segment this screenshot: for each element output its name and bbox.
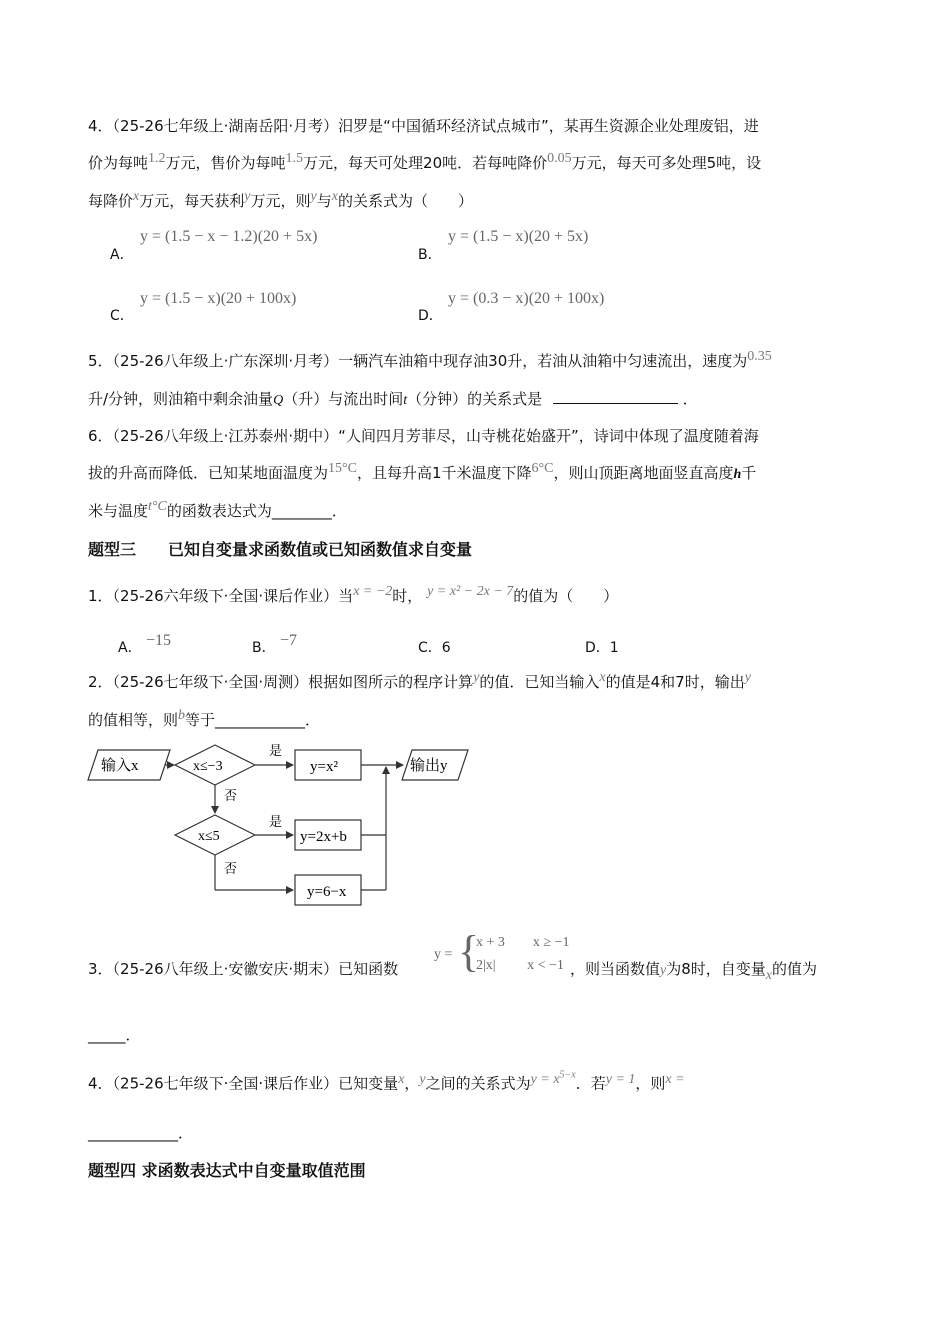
flow-output-label: 输出y: [410, 758, 448, 774]
s3-question-1: 1．（25-26六年级下·全国·课后作业）当x = −2时， y = x² − 2x − 7的值为（ ）: [88, 584, 619, 605]
q5-line1: 5．（25-26八年级上·广东深圳·月考）一辆汽车油箱中现存油30升，若油从油箱中匀速流出，速度为0.35: [88, 349, 772, 370]
s3q1-option-b-label: B．: [252, 640, 276, 656]
program-flowchart: [0, 740, 950, 915]
section-3-heading: 题型三 已知自变量求函数值或已知函数值求自变量: [88, 540, 473, 559]
s3-question-3: 3．（25-26八年级上·安徽安庆·期末）已知函数: [88, 960, 399, 978]
s3q1-option-a-label: A．: [118, 640, 142, 656]
flow-box-3-label: y=6−x: [307, 884, 347, 900]
s3q4-answer-line: ____________．: [88, 1124, 194, 1142]
q4-option-b-label: B．: [418, 247, 442, 263]
s3q3-tail: ，则当函数值y为8时，自变量x的值为: [570, 960, 818, 983]
q6-line3: 米与温度t°C的函数表达式为________．: [88, 499, 347, 520]
flow-box-2-label: y=2x+b: [300, 829, 347, 845]
question-4: [88, 108, 863, 221]
flow-no-1-label: 否: [224, 788, 238, 803]
q5-answer-blank[interactable]: [553, 389, 678, 404]
q5-line2: 升/分钟，则油箱中剩余油量Q（升）与流出时间t（分钟）的关系式是 ．: [88, 390, 698, 408]
q6-line1: 6．（25-26八年级上·江苏泰州·期中）“人间四月芳菲尽，山寺桃花始盛开”，诗词中体现了温度随着海: [88, 427, 759, 445]
s3q2-line2: 的值相等，则b等于____________．: [88, 708, 321, 729]
q4-line1: 4．（25-26七年级上·湖南岳阳·月考）汨罗是“中国循环经济试点城市”，某再生资源企业处理废铝，进: [88, 117, 759, 135]
q4-line3: 每降价x万元，每天获利y万元，则y与x的关系式为（ ）: [88, 189, 473, 210]
q4-option-b-expression: y = (1.5 − x)(20 + 5x): [448, 228, 589, 245]
s3q1-option-d: D．1: [585, 640, 619, 656]
q4-option-c-expression: y = (1.5 − x)(20 + 100x): [140, 290, 297, 307]
s3q1-option-c: C．6: [418, 640, 451, 656]
flow-yes-2-label: 是: [269, 814, 283, 829]
flow-condition-2-label: x≤5: [198, 829, 220, 844]
s3-question-4: 4．（25-26七年级下·全国·课后作业）已知变量x，y之间的关系式为$y = x^{5-x}$．若y = 1，则x =: [88, 1069, 685, 1093]
flow-input-label: 输入x: [101, 758, 139, 774]
q4-option-a-label: A．: [110, 247, 134, 263]
q4-option-c-label: C．: [110, 308, 134, 324]
q4-option-a-expression: y = (1.5 − x − 1.2)(20 + 5x): [140, 228, 318, 245]
s3q1-option-a-value: −15: [146, 632, 172, 649]
flow-condition-1-label: x≤−3: [193, 759, 223, 774]
q6-line2: 拔的升高而降低．已知某地面温度为15°C，且每升高1千米温度下降6°C，则山顶距离地面竖直高度h千: [88, 461, 757, 482]
question-6: [88, 418, 863, 531]
s3q1-option-b-value: −7: [280, 632, 298, 649]
flow-no-2-label: 否: [224, 861, 238, 876]
question-5: [88, 343, 863, 419]
s3q3-answer-line: _____．: [88, 1026, 141, 1044]
q4-option-d-label: D．: [418, 308, 443, 324]
section-4-heading: 题型四 求函数表达式中自变量取值范围: [88, 1161, 366, 1180]
s3q2-line1: 2．（25-26七年级下·全国·周测）根据如图所示的程序计算y的值．已知当输入x的值是4和7时，输出y: [88, 670, 751, 691]
s3-question-2: [88, 664, 863, 740]
flow-box-1-label: y=x²: [310, 759, 338, 775]
q4-line2: 价为每吨1.2万元，售价为每吨1.5万元，每天可处理20吨．若每吨降价0.05万元，每天可多处理5吨，设: [88, 151, 762, 172]
flow-yes-1-label: 是: [269, 743, 283, 758]
q4-option-d-expression: y = (0.3 − x)(20 + 100x): [448, 290, 605, 307]
